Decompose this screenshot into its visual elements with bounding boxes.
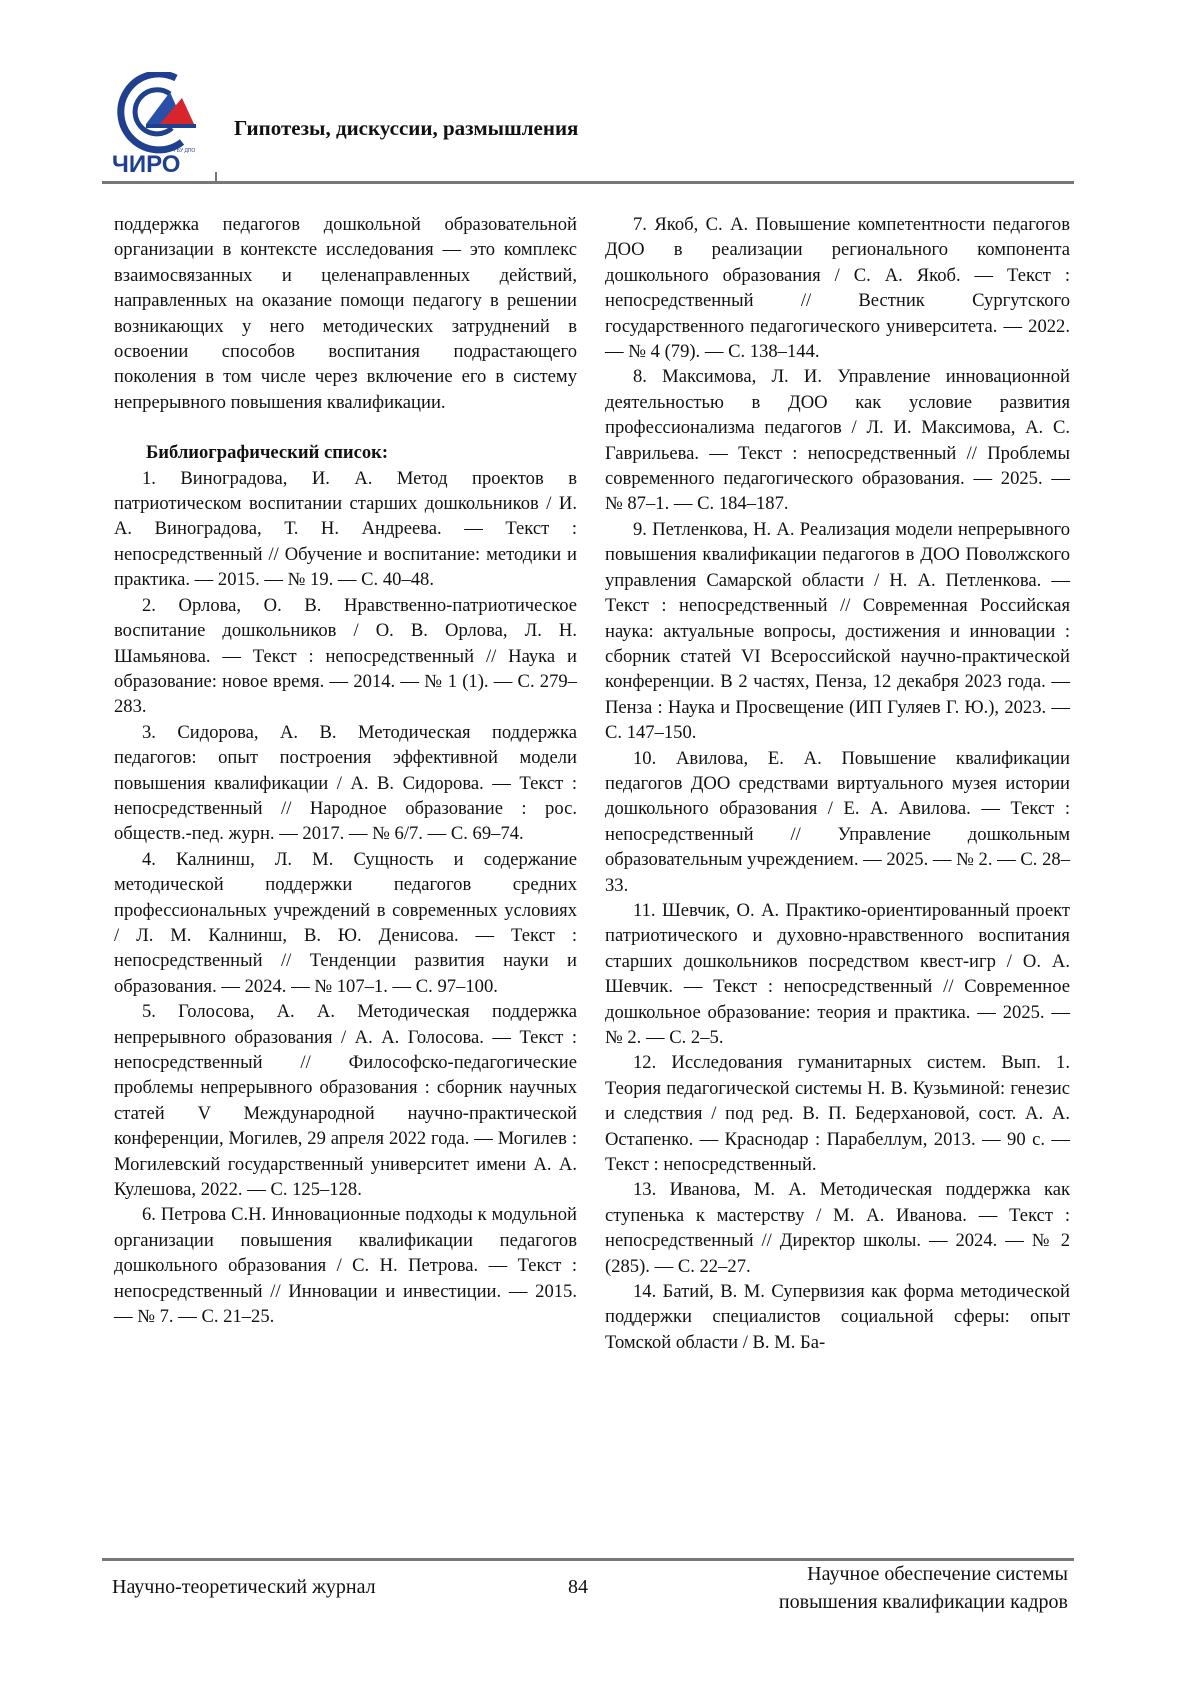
reference-item: 14. Батий, В. М. Супервизия как форма методической поддержки специалистов социальной сферы: опыт Томской области / В. М. Ба-: [605, 1281, 1070, 1353]
reference-item: 1. Виноградова, И. А. Метод проектов в патриотическом воспитании старших дошкольников / И. А. Виноградова, Т. Н. Андреева. — Текст : непосредственный // Обучение и воспитание: методики и практика. — 2015. — № 19. — С. 40–48.: [114, 467, 577, 591]
page-header: [112, 64, 1074, 184]
journal-type: Научно-теоретический журнал: [112, 1576, 376, 1598]
header-divider: [102, 181, 1074, 184]
journal-name: [779, 1560, 1068, 1616]
reference-item: 4. Калнинш, Л. М. Сущность и содержание методической поддержки педагогов средних профессиональных учреждений в современных условиях / Л. М. Калнинш, В. Ю. Денисова. — Текст : непосредственный // Тенденции развития науки и образования. — 2024. — № 107–1. — С. 97–100.: [114, 848, 577, 997]
right-column: [605, 212, 1070, 1355]
left-column: [114, 212, 577, 1329]
logo-text: ЧИРО: [112, 151, 181, 176]
chiro-logo-icon: [112, 72, 204, 176]
logo-small-text: ГБУ ДПО: [174, 148, 196, 154]
reference-item: 5. Голосова, А. А. Методическая поддержка непрерывного образования / А. А. Голосова. — Текст : непосредственный // Философско-педагогические проблемы непрерывного образования : сборник научных статей V Международной научно-практической конференции, Могилев, 29 апреля 2022 года. — Могилев : Могилевский государственный университет имени А. А. Кулешова, 2022. — С. 125–128.: [114, 1001, 577, 1201]
journal-name-line-1: Научное обеспечение системы: [807, 1563, 1068, 1585]
reference-item: 7. Якоб, С. А. Повышение компетентности педагогов ДОО в реализации регионального компонента дошкольного образования / С. А. Якоб. — Текст : непосредственный // Вестник Сургутского государственного педагогического университета. — 2022. — № 4 (79). — С. 138–144.: [605, 214, 1070, 363]
reference-item: 9. Петленкова, Н. А. Реализация модели непрерывного повышения квалификации педагогов в ДОО Поволжского управления Самарской области / Н. А. Петленкова. — Текст : непосредственный // Современная Российская наука: актуальные вопросы, достижения и инновации : сборник статей VI Всероссийской научно-практической конференции. В 2 частях, Пенза, 12 декабря 2023 года. — Пенза : Наука и Просвещение (ИП Гуляев Г. Ю.), 2023. — С. 147–150.: [605, 518, 1070, 744]
reference-item: 13. Иванова, М. А. Методическая поддержка как ступенька к мастерству / М. А. Иванова. — Текст : непосредственный // Директор школы. — 2024. — № 2 (285). — С. 22–27.: [605, 1179, 1070, 1277]
page-number: 84: [568, 1576, 588, 1598]
reference-item: 8. Максимова, Л. И. Управление инновационной деятельностью в ДОО как условие развития профессионализма педагогов / Л. И. Максимова, А. С. Гаврильева. — Текст : непосредственный // Проблемы современного педагогического образования. — 2025. — № 87–1. — С. 184–187.: [605, 366, 1070, 515]
journal-name-line-2: повышения квалификации кадров: [778, 1591, 1068, 1613]
header-divider-tick: [215, 172, 217, 184]
bibliography-heading: Библиографический список:: [146, 442, 389, 464]
section-title: Гипотезы, дискуссии, размышления: [234, 116, 579, 140]
intro-paragraph: поддержка педагогов дошкольной образовательной организации в контексте исследования — это комплекс взаимосвязанных и целенаправленных действий, направленных на оказание помощи педагогу в решении возникающих у него методических затруднений в освоении способов воспитания подрастающего поколения в том числе через включение его в систему непрерывного повышения квалификации.: [114, 214, 577, 413]
reference-item: 6. Петрова С.Н. Инновационные подходы к модульной организации повышения квалификации педагогов дошкольного образования / С. Н. Петрова. — Текст : непосредственный // Инновации и инвестиции. — 2015. — № 7. — С. 21–25.: [114, 1204, 577, 1328]
reference-item: 11. Шевчик, О. А. Практико-ориентированный проект патриотического и духовно-нравственного воспитания старших дошкольников посредством квест-игр / О. А. Шевчик. — Текст : непосредственный // Современное дошкольное образование: теория и практика. — 2025. — № 2. — С. 2–5.: [605, 899, 1070, 1048]
reference-item: 12. Исследования гуманитарных систем. Вып. 1. Теория педагогической системы Н. В. Кузьминой: генезис и следствия / под ред. В. П. Бедерхановой, сост. А. А. Остапенко. — Краснодар : Парабеллум, 2013. — 90 с. — Текст : непосредственный.: [605, 1052, 1070, 1176]
reference-item: 3. Сидорова, А. В. Методическая поддержка педагогов: опыт построения эффективной модели повышения квалификации / А. В. Сидорова. — Текст : непосредственный // Народное образование : рос. обществ.-пед. журн. — 2017. — № 6/7. — С. 69–74.: [114, 721, 577, 845]
reference-item: 2. Орлова, О. В. Нравственно-патриотическое воспитание дошкольников / О. В. Орлова, Л. Н. Шамьянова. — Текст : непосредственный // Наука и образование: новое время. — 2014. — № 1 (1). — С. 279–283.: [114, 594, 577, 718]
reference-item: 10. Авилова, Е. А. Повышение квалификации педагогов ДОО средствами виртуального музея истории дошкольного образования / Е. А. Авилова. — Текст : непосредственный // Управление дошкольным образовательным учреждением. — 2025. — № 2. — С. 28–33.: [605, 747, 1070, 896]
